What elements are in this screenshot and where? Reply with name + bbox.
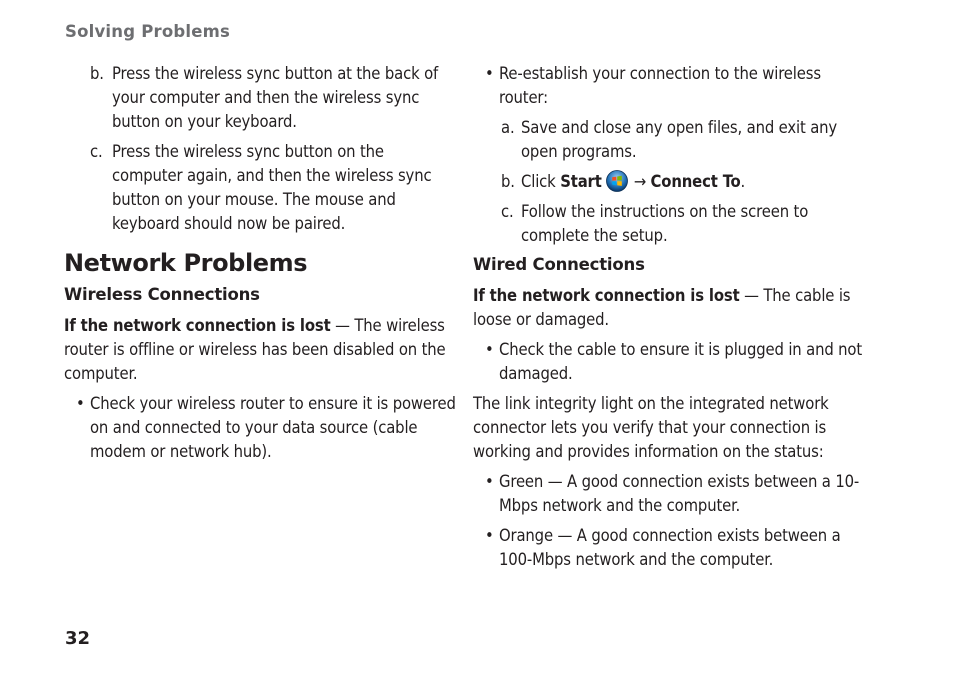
step-marker: c. <box>90 142 103 161</box>
step-b-left <box>64 62 456 134</box>
bullet-text: Check your wireless router to ensure it is powered on and connected to your data source (cable modem or network hub). <box>90 394 456 461</box>
wireless-subheading: Wireless Connections <box>64 285 260 304</box>
step-text: Press the wireless sync button at the back of your computer and then the wireless sync button on your keyboard. <box>112 64 439 131</box>
section-header: Solving Problems <box>65 22 231 41</box>
lost-text: — The wireless router is offline or wireless has been disabled on the computer. <box>64 316 446 383</box>
lost-label: If the network connection is lost <box>64 316 331 335</box>
step-marker: b. <box>90 64 104 83</box>
bullet-marker: • <box>485 472 494 491</box>
lost-text: — The cable is loose or damaged. <box>473 286 851 329</box>
section-heading: Network Problems <box>64 249 308 277</box>
bullet-text: Re-establish your connection to the wireless router: <box>499 64 821 107</box>
bullet-marker: • <box>485 526 494 545</box>
lost-label: If the network connection is lost <box>473 286 740 305</box>
connect-to-label: Connect To <box>650 172 741 191</box>
bullet-check-cable <box>473 338 869 386</box>
step-marker: c. <box>501 202 514 221</box>
bullet-marker: • <box>485 340 494 359</box>
arrow-text: → <box>633 172 651 191</box>
page-number: 32 <box>65 628 91 649</box>
wired-subheading: Wired Connections <box>473 255 645 274</box>
bullet-text: Green — A good connection exists between a 10-Mbps network and the computer. <box>499 472 860 515</box>
bullet-reestablish <box>473 62 869 110</box>
wired-lost-paragraph <box>473 284 869 332</box>
left-column <box>64 62 456 464</box>
bullet-marker: • <box>485 64 494 83</box>
bullet-orange <box>473 524 869 572</box>
step-text: Follow the instructions on the screen to complete the setup. <box>521 202 809 245</box>
step-text: Press the wireless sync button on the computer again, and then the wireless sync button on your mouse. The mouse and keyboard should now be paired. <box>112 142 432 233</box>
right-column <box>473 62 869 572</box>
bullet-marker: • <box>76 394 85 413</box>
bullet-check-router <box>64 392 456 464</box>
step-marker: a. <box>501 118 515 137</box>
step-b-right <box>473 170 869 194</box>
wireless-lost-paragraph <box>64 314 456 386</box>
step-suffix: . <box>740 172 746 191</box>
step-text: Save and close any open files, and exit any open programs. <box>521 118 838 161</box>
step-c-left <box>64 140 456 236</box>
step-c-right <box>473 200 869 248</box>
step-a-right <box>473 116 869 164</box>
bullet-text: Orange — A good connection exists between a 100-Mbps network and the computer. <box>499 526 841 569</box>
start-label: Start <box>560 172 602 191</box>
windows-start-orb-icon <box>606 170 628 192</box>
link-integrity-paragraph: The link integrity light on the integrated network connector lets you verify that your connection is working and provides information on the status: <box>473 394 829 461</box>
step-prefix: Click <box>521 172 561 191</box>
step-marker: b. <box>501 172 515 191</box>
bullet-green <box>473 470 869 518</box>
bullet-text: Check the cable to ensure it is plugged in and not damaged. <box>499 340 863 383</box>
